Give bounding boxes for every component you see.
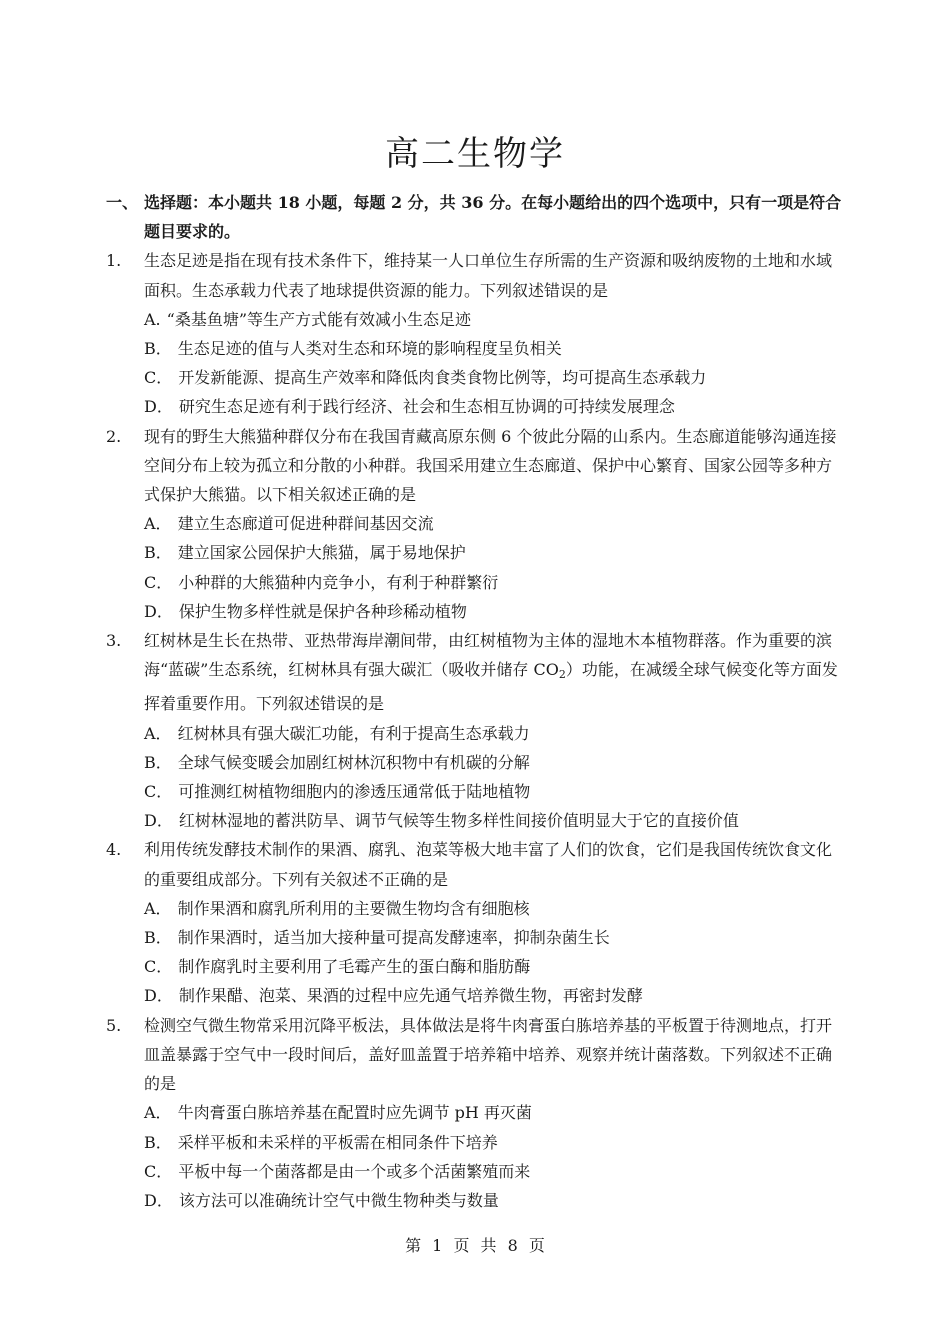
option-a [106, 509, 846, 538]
option-text: 红树林具有强大碳汇功能，有利于提高生态承载力 [177, 723, 530, 743]
subscript: 2 [558, 668, 566, 682]
option-text: 制作果酒时，适当加大接种量可提高发酵速率，抑制杂菌生长 [177, 928, 610, 948]
section-number: 一、 [106, 193, 139, 212]
exam-content [106, 188, 846, 1215]
option-text: 生态足迹的值与人类对生态和环境的影响程度呈负相关 [177, 339, 562, 359]
option-d [106, 392, 846, 421]
option-text: 全球气候变暖会加剧红树林沉积物中有机碳的分解 [177, 752, 530, 772]
option-text: 开发新能源、提高生产效率和降低肉食类食物比例等，均可提高生态承载力 [178, 368, 707, 388]
question-stem: 利用传统发酵技术制作的果酒、腐乳、泡菜等极大地丰富了人们的饮食，它们是我国传统饮食文化的重要组成部分。下列有关叙述不正确的是 [144, 840, 833, 889]
question-stem: 检测空气微生物常采用沉降平板法，具体做法是将牛肉膏蛋白胨培养基的平板置于待测地点，打开皿盖暴露于空气中一段时间后，盖好皿盖置于培养箱中培养、观察并统计菌落数。下列叙述不正确的是 [144, 1015, 833, 1094]
option-letter: A． [144, 514, 172, 534]
stem-part: 红树林是生长在热带、亚热带海岸潮间带，由红树植物为主体的湿地木本植物群落。作为重要的滨海“蓝碳”生态系统，红树林具有强大碳汇（吸收并储存 CO [144, 631, 833, 680]
option-letter: B． [144, 543, 172, 563]
question-number: 5. [106, 1015, 122, 1035]
question-2 [106, 422, 846, 510]
question-number: 4. [106, 840, 122, 860]
option-d [106, 806, 846, 835]
option-letter: B． [144, 1132, 172, 1152]
option-b [106, 923, 846, 952]
option-a [106, 1098, 846, 1127]
option-text: 小种群的大熊猫种内竞争小，有利于种群繁衍 [178, 572, 499, 592]
option-c [106, 777, 846, 806]
section-instructions: 选择题：本小题共 18 小题，每题 2 分，共 36 分。在每小题给出的四个选项中，只有一项是符合题目要求的。 [144, 193, 842, 242]
option-letter: C． [144, 957, 173, 977]
option-text: 制作果醋、泡菜、果酒的过程中应先通气培养微生物，再密封发酵 [178, 986, 643, 1006]
option-letter: B． [144, 928, 172, 948]
option-b [106, 748, 846, 777]
option-a [106, 305, 846, 334]
option-text: 平板中每一个菌落都是由一个或多个活菌繁殖而来 [178, 1161, 531, 1181]
option-text: 牛肉膏蛋白胨培养基在配置时应先调节 pH 再灭菌 [177, 1103, 532, 1123]
question-4 [106, 835, 846, 893]
option-b [106, 334, 846, 363]
option-c [106, 952, 846, 981]
option-text: 建立国家公园保护大熊猫，属于易地保护 [177, 543, 466, 563]
option-letter: D． [144, 986, 173, 1006]
option-letter: A． [144, 723, 172, 743]
question-stem: 现有的野生大熊猫种群仅分布在我国青藏高原东侧 6 个彼此分隔的山系内。生态廊道能够沟通连接空间分布上较为孤立和分散的小种群。我国采用建立生态廊道、保护中心繁育、国家公园等多种方式保护大熊猫。以下相关叙述正确的是 [144, 426, 837, 505]
question-number: 1. [106, 251, 122, 271]
option-text: 建立生态廊道可促进种群间基因交流 [177, 514, 434, 534]
question-3 [106, 626, 846, 719]
option-letter: D． [144, 397, 173, 417]
option-text: 研究生态足迹有利于践行经济、社会和生态相互协调的可持续发展理念 [178, 397, 675, 417]
option-b [106, 538, 846, 567]
option-letter: C． [144, 782, 173, 802]
option-text: 采样平板和未采样的平板需在相同条件下培养 [177, 1132, 498, 1152]
option-letter: A． [144, 898, 172, 918]
option-text: 保护生物多样性就是保护各种珍稀动植物 [178, 601, 467, 621]
question-5 [106, 1011, 846, 1099]
option-text: “桑基鱼塘”等生产方式能有效减小生态足迹 [166, 309, 472, 329]
option-c [106, 1157, 846, 1186]
question-stem [144, 631, 838, 713]
question-number: 3. [106, 631, 122, 651]
option-text: 该方法可以准确统计空气中微生物种类与数量 [178, 1190, 499, 1210]
option-a [106, 894, 846, 923]
stem-part: ）功能，在减缓全球气候变化等方面发挥着重要作用。下列叙述错误的是 [144, 660, 838, 714]
option-letter: B． [144, 339, 172, 359]
option-letter: B． [144, 752, 172, 772]
option-text: 制作腐乳时主要利用了毛霉产生的蛋白酶和脂肪酶 [178, 957, 531, 977]
option-d [106, 981, 846, 1010]
option-letter: A． [144, 1103, 172, 1123]
option-letter: C． [144, 1161, 173, 1181]
option-letter: D． [144, 1190, 173, 1210]
question-stem: 生态足迹是指在现有技术条件下，维持某一人口单位生存所需的生产资源和吸纳废物的土地和水域面积。生态承载力代表了地球提供资源的能力。下列叙述错误的是 [144, 251, 833, 300]
option-d [106, 597, 846, 626]
option-text: 红树林湿地的蓄洪防旱、调节气候等生物多样性间接价值明显大于它的直接价值 [178, 811, 739, 831]
section-heading [106, 188, 846, 246]
option-letter: A. [144, 309, 161, 329]
option-letter: C． [144, 368, 173, 388]
option-a [106, 719, 846, 748]
option-c [106, 568, 846, 597]
option-text: 可推测红树植物细胞内的渗透压通常低于陆地植物 [178, 782, 531, 802]
option-c [106, 363, 846, 392]
page-footer: 第 1 页 共 8 页 [405, 1236, 545, 1255]
option-text: 制作果酒和腐乳所利用的主要微生物均含有细胞核 [177, 898, 530, 918]
page-title: 高二生物学 [385, 134, 565, 174]
option-letter: D． [144, 601, 173, 621]
option-b [106, 1128, 846, 1157]
option-d [106, 1186, 846, 1215]
option-letter: D． [144, 811, 173, 831]
question-1 [106, 246, 846, 304]
option-letter: C． [144, 572, 173, 592]
question-number: 2. [106, 426, 122, 446]
